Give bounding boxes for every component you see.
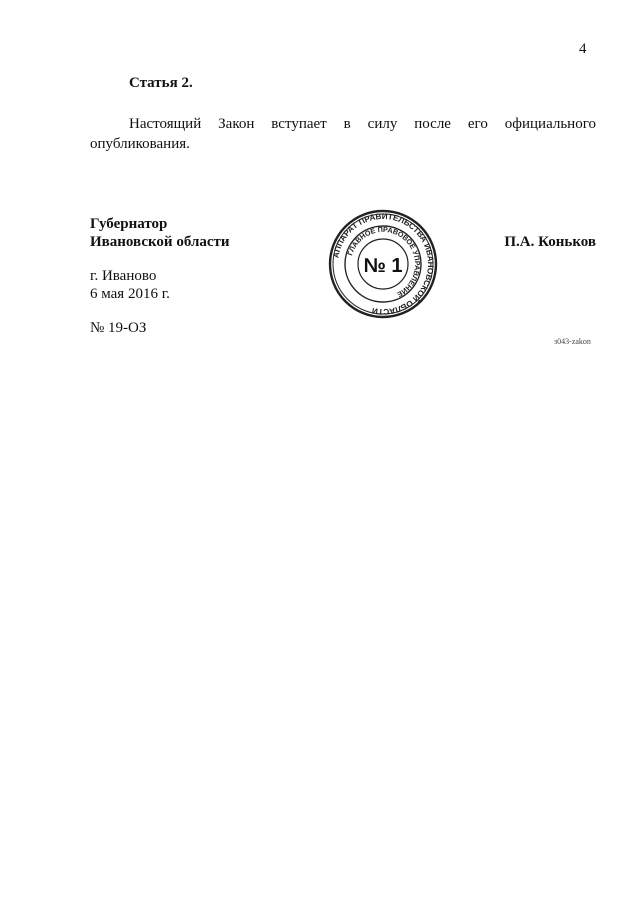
signer-title: [90, 215, 230, 251]
article-paragraph: Настоящий Закон вступает в силу после его официального опубликования.: [90, 116, 596, 152]
seal-number: № 1: [363, 255, 403, 277]
document-code: з043-zakon: [554, 337, 591, 346]
signer-title-line2: Ивановской области: [90, 234, 230, 250]
signer-title-line1: Губернатор: [90, 216, 168, 232]
seal-outer-text: АППАРАТ ПРАВИТЕЛЬСТВА ИВАНОВСКОЙ ОБЛАСТИ: [331, 211, 436, 317]
city: г. Иваново: [90, 268, 157, 284]
official-seal: [326, 209, 440, 320]
law-number: № 19-ОЗ: [90, 320, 147, 336]
article-title: Статья 2.: [129, 75, 193, 91]
place-date: [90, 267, 170, 303]
page-number: 4: [579, 41, 587, 57]
signing-date: 6 мая 2016 г.: [90, 286, 170, 302]
seal-inner-text: ГЛАВНОЕ ПРАВОВОЕ УПРАВЛЕНИЕ: [345, 224, 423, 300]
signer-name: П.А. Коньков: [504, 234, 596, 250]
